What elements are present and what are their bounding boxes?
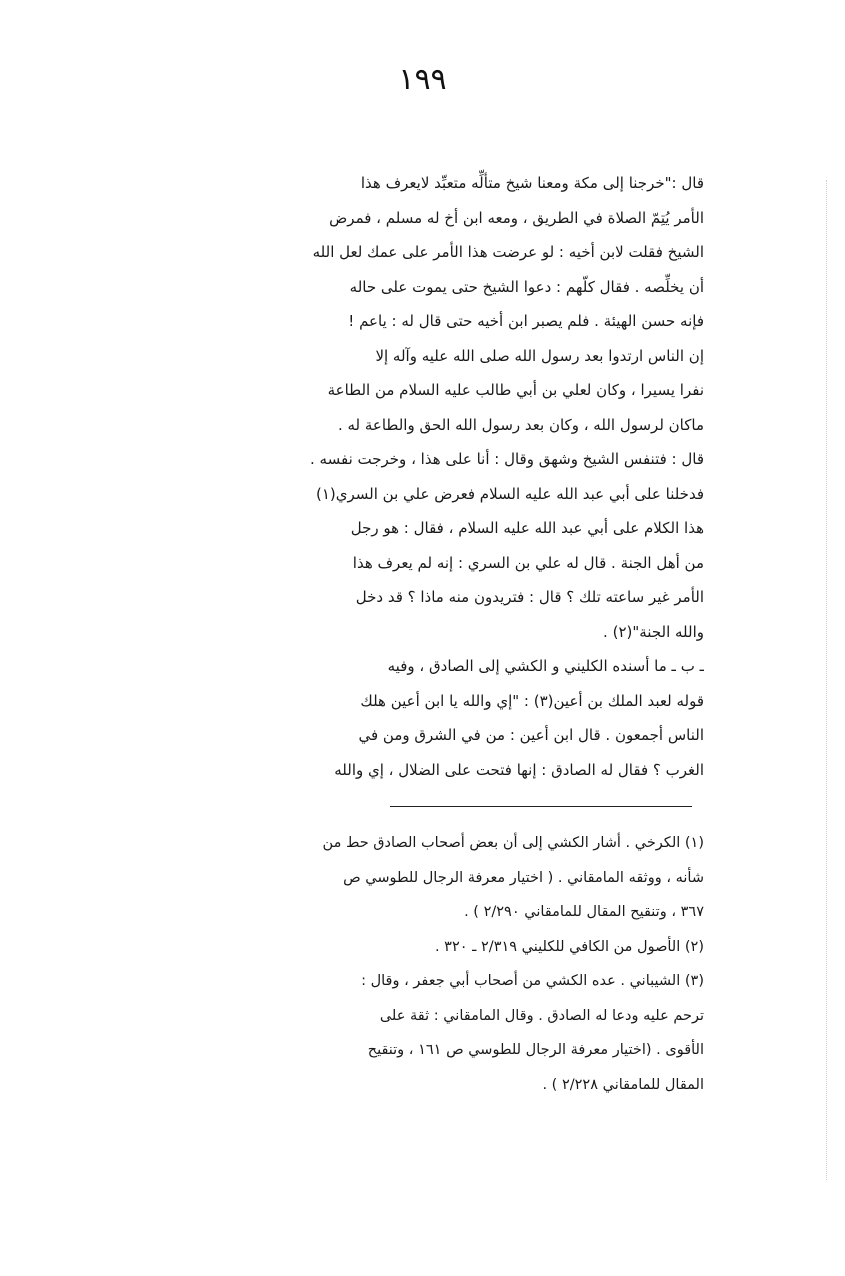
text-line: قال : فتنفس الشيخ وشهق وقال : أنا على هذا ، وخرجت نفسه . [310,450,704,468]
text-line: الأمر يُتِمّ الصلاة في الطريق ، ومعه ابن أخ له مسلم ، فمرض [329,208,704,227]
scan-edge-mark [825,180,827,1180]
footnote-line: الأقوى . (اختيار معرفة الرجال للطوسي ص ١٦١ ، وتنقيح [367,1042,704,1058]
footnote-line: شأنه ، ووثقه المامقاني . ( اختيار معرفة الرجال للطوسي ص [343,869,704,886]
footnote-divider [390,806,692,807]
text-line: نفرا يسيرا ، وكان لعلي بن أبي طالب عليه السلام من الطاعة [327,381,704,399]
text-line: والله الجنة"(٢) . [603,622,704,641]
text-line: من أهل الجنة . قال له علي بن السري : إنه لم يعرف هذا [352,553,704,572]
text-line: فدخلنا على أبي عبد الله عليه السلام فعرض علي بن السري(١) [316,484,704,503]
text-line: ـ ب ـ ما أسنده الكليني و الكشي إلى الصادق ، وفيه [387,657,704,675]
footnote-line: ترحم عليه ودعا له الصادق . وقال المامقاني : ثقة على [379,1007,704,1024]
footnote-line: (١) الكرخي . أشار الكشي إلى أن بعض أصحاب الصادق حط من [322,835,704,851]
text-line: إن الناس ارتدوا بعد رسول الله صلى الله عليه وآله إلا [375,346,704,365]
text-line: الغرب ؟ فقال له الصادق : إنها فتحت على الضلال ، إي والله [334,760,704,779]
page-number: ١٩٩ [398,62,447,97]
text-line: أن يخلِّصه . فقال كلّهم : دعوا الشيخ حتى يموت على حاله [349,277,704,296]
text-line: فإنه حسن الهيئة . فلم يصبر ابن أخيه حتى قال له : ياعم ! [348,312,704,330]
footnote-line: (٢) الأصول من الكافي للكليني ٢/٣١٩ ـ ٣٢٠ . [434,938,704,955]
text-line: ماكان لرسول الله ، وكان بعد رسول الله الحق والطاعة له . [337,415,704,434]
text-line: الأمر غير ساعته تلك ؟ قال : فتريدون منه ماذا ؟ قد دخل [355,588,704,606]
text-line: الناس أجمعون . قال ابن أعين : من في الشرق ومن في [358,726,704,744]
footnote-line: المقال للمامقاني ٢/٢٢٨ ) . [542,1076,704,1093]
text-line: قوله لعبد الملك بن أعين(٣) : "إي والله يا ابن أعين هلك [360,691,704,710]
text-line: هذا الكلام على أبي عبد الله عليه السلام ، فقال : هو رجل [350,519,704,537]
text-line: قال :"خرجنا إلى مكة ومعنا شيخ متألِّه متعبِّد لايعرف هذا [360,174,704,192]
footnote-line: (٣) الشيباني . عده الكشي من أصحاب أبي جعفر ، وقال : [361,973,704,989]
main-text [128,166,704,787]
footnote-line: ٣٦٧ ، وتنقيح المقال للمامقاني ٢/٢٩٠ ) . [464,904,704,920]
footnotes [128,826,704,1102]
text-line: الشيخ فقلت لابن أخيه : لو عرضت هذا الأمر على عمك لعل الله [312,243,704,261]
